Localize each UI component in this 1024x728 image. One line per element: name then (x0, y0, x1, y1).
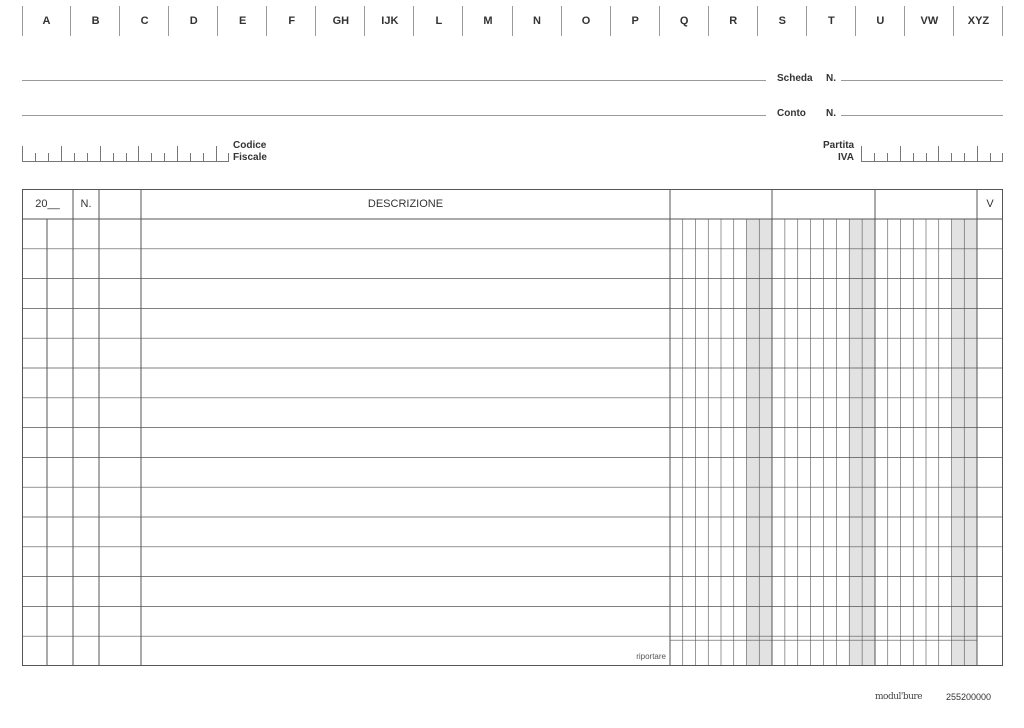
ledger-table (22, 189, 1003, 666)
index-tab-p[interactable]: P (631, 15, 639, 27)
box-tick (926, 153, 927, 162)
tab-separator (1002, 6, 1003, 36)
box-tick (113, 153, 114, 162)
index-tab-f[interactable]: F (288, 15, 296, 27)
box-tick (977, 146, 978, 162)
index-tab-ijk[interactable]: IJK (381, 15, 399, 27)
box-tick (228, 153, 229, 162)
box-tick (900, 146, 901, 162)
box-tick (35, 153, 36, 162)
header-check: V (986, 198, 994, 210)
header-description: DESCRIZIONE (367, 198, 444, 210)
index-tab-u[interactable]: U (876, 15, 885, 27)
box-tick (126, 153, 127, 162)
index-tab-vw[interactable]: VW (920, 15, 939, 27)
codice-fiscale-boxes (22, 146, 229, 162)
index-tab-gh[interactable]: GH (332, 15, 350, 27)
header-number: N. (80, 198, 92, 210)
box-tick (913, 153, 914, 162)
box-tick (216, 146, 217, 162)
scheda-number-line (841, 80, 1003, 81)
scheda-label: Scheda (777, 73, 813, 84)
box-tick (100, 146, 101, 162)
conto-number-label: N. (826, 108, 836, 119)
index-tab-s[interactable]: S (778, 15, 786, 27)
index-tab-d[interactable]: D (189, 15, 198, 27)
index-tab-n[interactable]: N (533, 15, 541, 27)
conto-line-left (22, 115, 766, 116)
box-tick (951, 153, 952, 162)
index-tab-c[interactable]: C (140, 15, 149, 27)
box-tick (887, 153, 888, 162)
conto-number-line (841, 115, 1003, 116)
box-tick (1002, 153, 1003, 162)
index-tab-q[interactable]: Q (679, 15, 689, 27)
index-tab-o[interactable]: O (581, 15, 591, 27)
index-tab-r[interactable]: R (729, 15, 738, 27)
riportare-note: riportare (636, 652, 666, 661)
box-tick (861, 146, 862, 162)
box-baseline (861, 161, 1003, 162)
box-tick (151, 153, 152, 162)
index-tab-t[interactable]: T (827, 15, 835, 27)
partita-iva-label-1: Partita (823, 140, 855, 151)
box-tick (203, 153, 204, 162)
index-tab-a[interactable]: A (42, 15, 51, 27)
index-tab-xyz[interactable]: XYZ (967, 15, 990, 27)
codice-fiscale-label-1: Codice (233, 140, 267, 151)
box-tick (177, 146, 178, 162)
box-tick (990, 153, 991, 162)
box-tick (87, 153, 88, 162)
product-code: 255200000 (946, 692, 992, 702)
codice-fiscale-label-2: Fiscale (233, 152, 267, 163)
box-tick (22, 146, 23, 162)
scheda-number-label: N. (826, 73, 836, 84)
conto-label: Conto (777, 108, 806, 119)
ledger-grid (22, 189, 1003, 666)
index-tab-b[interactable]: B (91, 15, 100, 27)
scheda-line-left (22, 80, 766, 81)
box-tick (74, 153, 75, 162)
box-tick (138, 146, 139, 162)
box-tick (61, 146, 62, 162)
index-tab-e[interactable]: E (239, 15, 247, 27)
index-tabs (22, 0, 1003, 40)
box-tick (164, 153, 165, 162)
partita-iva-label-2: IVA (838, 152, 854, 163)
index-tab-l[interactable]: L (435, 15, 443, 27)
header-year: 20__ (35, 198, 60, 210)
box-tick (938, 146, 939, 162)
partita-iva-boxes (861, 146, 1003, 162)
index-tab-m[interactable]: M (483, 15, 493, 27)
box-tick (48, 153, 49, 162)
box-tick (874, 153, 875, 162)
box-tick (964, 153, 965, 162)
box-tick (190, 153, 191, 162)
brand-logo: modul'bure (875, 692, 923, 702)
